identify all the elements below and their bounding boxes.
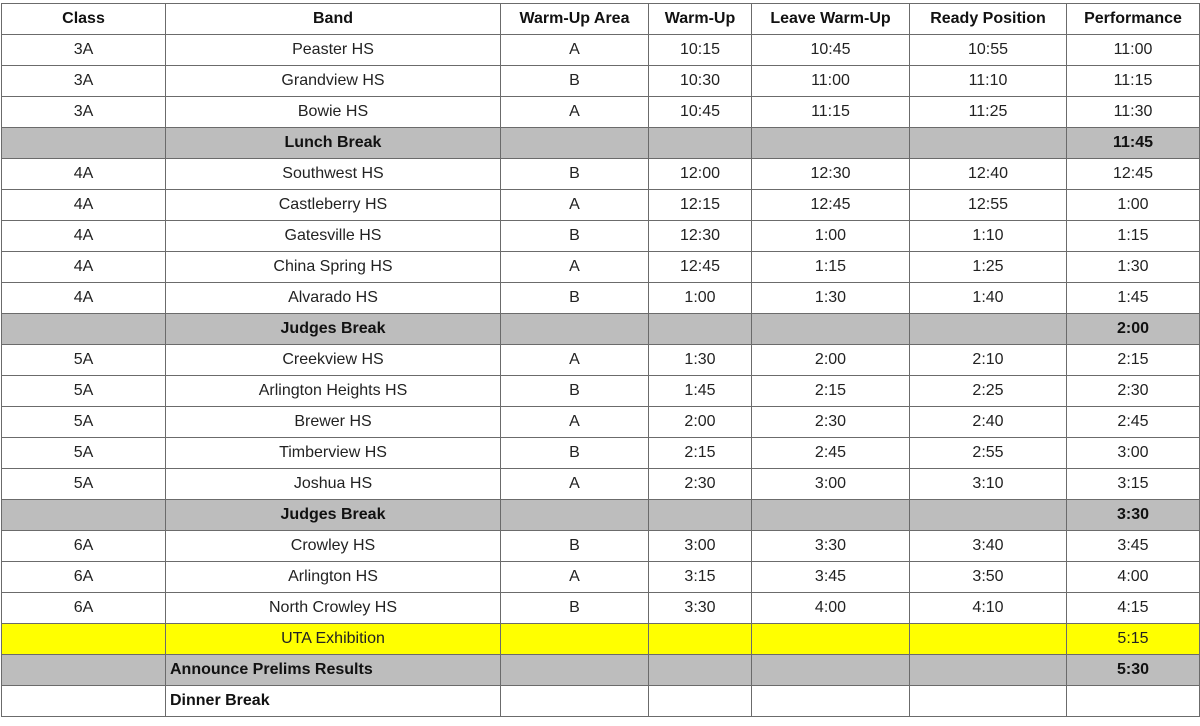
break-label: Lunch Break <box>166 128 501 159</box>
empty-cell <box>501 500 649 531</box>
performance-cell: 5:15 <box>1067 624 1200 655</box>
table-row <box>2 345 1200 376</box>
empty-cell <box>2 500 166 531</box>
performance-cell: 4:00 <box>1067 562 1200 593</box>
empty-cell <box>2 314 166 345</box>
empty-cell <box>752 686 910 717</box>
leave-warmup-cell: 1:30 <box>752 283 910 314</box>
col-header-performance: Performance <box>1067 4 1200 35</box>
empty-cell <box>2 128 166 159</box>
warmup-cell: 10:15 <box>649 35 752 66</box>
band-cell: Timberview HS <box>166 438 501 469</box>
performance-cell: 3:45 <box>1067 531 1200 562</box>
class-cell: 6A <box>2 593 166 624</box>
exhibition-label: UTA Exhibition <box>166 624 501 655</box>
table-row <box>2 407 1200 438</box>
empty-cell <box>501 624 649 655</box>
table-row <box>2 376 1200 407</box>
class-cell: 3A <box>2 35 166 66</box>
leave-warmup-cell: 1:15 <box>752 252 910 283</box>
leave-warmup-cell: 2:30 <box>752 407 910 438</box>
leave-warmup-cell: 2:00 <box>752 345 910 376</box>
table-row <box>2 531 1200 562</box>
leave-warmup-cell: 3:45 <box>752 562 910 593</box>
table-row <box>2 438 1200 469</box>
ready-position-cell: 12:40 <box>910 159 1067 190</box>
performance-cell: 5:30 <box>1067 655 1200 686</box>
performance-cell: 12:45 <box>1067 159 1200 190</box>
leave-warmup-cell: 1:00 <box>752 221 910 252</box>
break-row-lunch <box>2 128 1200 159</box>
warmup-area-cell: B <box>501 221 649 252</box>
exhibition-row <box>2 624 1200 655</box>
performance-cell: 11:30 <box>1067 97 1200 128</box>
performance-cell: 11:15 <box>1067 66 1200 97</box>
ready-position-cell: 4:10 <box>910 593 1067 624</box>
col-header-class: Class <box>2 4 166 35</box>
ready-position-cell: 11:25 <box>910 97 1067 128</box>
performance-cell: 2:00 <box>1067 314 1200 345</box>
warmup-area-cell: A <box>501 190 649 221</box>
warmup-cell: 3:00 <box>649 531 752 562</box>
performance-cell: 2:30 <box>1067 376 1200 407</box>
band-cell: Crowley HS <box>166 531 501 562</box>
ready-position-cell: 1:40 <box>910 283 1067 314</box>
warmup-cell: 12:15 <box>649 190 752 221</box>
warmup-cell: 2:00 <box>649 407 752 438</box>
warmup-cell: 12:00 <box>649 159 752 190</box>
table-row <box>2 190 1200 221</box>
empty-cell <box>649 128 752 159</box>
empty-cell <box>910 655 1067 686</box>
table-row <box>2 66 1200 97</box>
leave-warmup-cell: 4:00 <box>752 593 910 624</box>
ready-position-cell: 2:25 <box>910 376 1067 407</box>
performance-cell: 1:45 <box>1067 283 1200 314</box>
band-cell: China Spring HS <box>166 252 501 283</box>
leave-warmup-cell: 11:00 <box>752 66 910 97</box>
performance-cell: 3:15 <box>1067 469 1200 500</box>
ready-position-cell: 3:10 <box>910 469 1067 500</box>
performance-cell: 2:45 <box>1067 407 1200 438</box>
warmup-cell: 2:30 <box>649 469 752 500</box>
leave-warmup-cell: 2:45 <box>752 438 910 469</box>
class-cell: 3A <box>2 66 166 97</box>
class-cell: 5A <box>2 438 166 469</box>
warmup-cell: 3:30 <box>649 593 752 624</box>
table-row <box>2 221 1200 252</box>
class-cell: 5A <box>2 345 166 376</box>
performance-cell <box>1067 686 1200 717</box>
col-header-warmup-area: Warm-Up Area <box>501 4 649 35</box>
warmup-area-cell: B <box>501 66 649 97</box>
ready-position-cell: 3:50 <box>910 562 1067 593</box>
performance-cell: 11:45 <box>1067 128 1200 159</box>
warmup-area-cell: B <box>501 283 649 314</box>
warmup-cell: 1:00 <box>649 283 752 314</box>
empty-cell <box>649 655 752 686</box>
performance-cell: 1:00 <box>1067 190 1200 221</box>
warmup-area-cell: B <box>501 159 649 190</box>
warmup-area-cell: A <box>501 345 649 376</box>
warmup-area-cell: B <box>501 376 649 407</box>
class-cell: 4A <box>2 159 166 190</box>
col-header-leave-warmup: Leave Warm-Up <box>752 4 910 35</box>
announce-results-row <box>2 655 1200 686</box>
warmup-cell: 1:30 <box>649 345 752 376</box>
empty-cell <box>752 624 910 655</box>
class-cell: 3A <box>2 97 166 128</box>
empty-cell <box>649 686 752 717</box>
ready-position-cell: 1:10 <box>910 221 1067 252</box>
performance-cell: 4:15 <box>1067 593 1200 624</box>
empty-cell <box>2 686 166 717</box>
performance-cell: 1:30 <box>1067 252 1200 283</box>
empty-cell <box>910 128 1067 159</box>
performance-cell: 1:15 <box>1067 221 1200 252</box>
leave-warmup-cell: 12:45 <box>752 190 910 221</box>
col-header-warmup: Warm-Up <box>649 4 752 35</box>
warmup-area-cell: A <box>501 252 649 283</box>
empty-cell <box>501 314 649 345</box>
empty-cell <box>2 624 166 655</box>
warmup-cell: 1:45 <box>649 376 752 407</box>
break-label: Judges Break <box>166 314 501 345</box>
break-row-judges <box>2 314 1200 345</box>
col-header-ready-position: Ready Position <box>910 4 1067 35</box>
band-cell: Arlington Heights HS <box>166 376 501 407</box>
warmup-area-cell: A <box>501 407 649 438</box>
band-cell: Creekview HS <box>166 345 501 376</box>
class-cell: 4A <box>2 283 166 314</box>
empty-cell <box>752 500 910 531</box>
ready-position-cell: 1:25 <box>910 252 1067 283</box>
band-cell: Peaster HS <box>166 35 501 66</box>
header-row <box>2 4 1200 35</box>
class-cell: 5A <box>2 376 166 407</box>
class-cell: 6A <box>2 531 166 562</box>
band-cell: North Crowley HS <box>166 593 501 624</box>
warmup-area-cell: A <box>501 97 649 128</box>
class-cell: 4A <box>2 190 166 221</box>
dinner-break-row <box>2 686 1200 717</box>
table-row <box>2 469 1200 500</box>
performance-cell: 3:00 <box>1067 438 1200 469</box>
leave-warmup-cell: 11:15 <box>752 97 910 128</box>
empty-cell <box>910 686 1067 717</box>
band-cell: Bowie HS <box>166 97 501 128</box>
empty-cell <box>910 500 1067 531</box>
class-cell: 4A <box>2 221 166 252</box>
performance-cell: 2:15 <box>1067 345 1200 376</box>
empty-cell <box>752 128 910 159</box>
break-label: Judges Break <box>166 500 501 531</box>
leave-warmup-cell: 10:45 <box>752 35 910 66</box>
empty-cell <box>2 655 166 686</box>
ready-position-cell: 3:40 <box>910 531 1067 562</box>
table-row <box>2 252 1200 283</box>
ready-position-cell: 2:55 <box>910 438 1067 469</box>
table-row <box>2 159 1200 190</box>
empty-cell <box>910 314 1067 345</box>
ready-position-cell: 10:55 <box>910 35 1067 66</box>
col-header-band: Band <box>166 4 501 35</box>
class-cell: 5A <box>2 469 166 500</box>
warmup-area-cell: A <box>501 562 649 593</box>
empty-cell <box>752 655 910 686</box>
ready-position-cell: 12:55 <box>910 190 1067 221</box>
ready-position-cell: 2:10 <box>910 345 1067 376</box>
empty-cell <box>649 314 752 345</box>
empty-cell <box>501 128 649 159</box>
empty-cell <box>910 624 1067 655</box>
table-row <box>2 593 1200 624</box>
empty-cell <box>649 624 752 655</box>
warmup-cell: 3:15 <box>649 562 752 593</box>
band-cell: Grandview HS <box>166 66 501 97</box>
table-row <box>2 35 1200 66</box>
class-cell: 4A <box>2 252 166 283</box>
band-cell: Castleberry HS <box>166 190 501 221</box>
warmup-cell: 10:30 <box>649 66 752 97</box>
empty-cell <box>501 655 649 686</box>
schedule-table <box>1 3 1200 717</box>
ready-position-cell: 11:10 <box>910 66 1067 97</box>
warmup-area-cell: A <box>501 469 649 500</box>
warmup-area-cell: B <box>501 593 649 624</box>
class-cell: 6A <box>2 562 166 593</box>
performance-cell: 3:30 <box>1067 500 1200 531</box>
table-row <box>2 97 1200 128</box>
warmup-cell: 12:45 <box>649 252 752 283</box>
warmup-area-cell: B <box>501 531 649 562</box>
table-row <box>2 283 1200 314</box>
warmup-cell: 2:15 <box>649 438 752 469</box>
leave-warmup-cell: 12:30 <box>752 159 910 190</box>
warmup-area-cell: B <box>501 438 649 469</box>
leave-warmup-cell: 2:15 <box>752 376 910 407</box>
band-cell: Alvarado HS <box>166 283 501 314</box>
warmup-area-cell: A <box>501 35 649 66</box>
class-cell: 5A <box>2 407 166 438</box>
dinner-break-label: Dinner Break <box>166 686 501 717</box>
table-row <box>2 562 1200 593</box>
empty-cell <box>752 314 910 345</box>
warmup-cell: 12:30 <box>649 221 752 252</box>
empty-cell <box>501 686 649 717</box>
performance-cell: 11:00 <box>1067 35 1200 66</box>
leave-warmup-cell: 3:00 <box>752 469 910 500</box>
warmup-cell: 10:45 <box>649 97 752 128</box>
break-row-judges <box>2 500 1200 531</box>
band-cell: Arlington HS <box>166 562 501 593</box>
leave-warmup-cell: 3:30 <box>752 531 910 562</box>
band-cell: Brewer HS <box>166 407 501 438</box>
band-cell: Gatesville HS <box>166 221 501 252</box>
ready-position-cell: 2:40 <box>910 407 1067 438</box>
announce-label: Announce Prelims Results <box>166 655 501 686</box>
band-cell: Joshua HS <box>166 469 501 500</box>
empty-cell <box>649 500 752 531</box>
band-cell: Southwest HS <box>166 159 501 190</box>
